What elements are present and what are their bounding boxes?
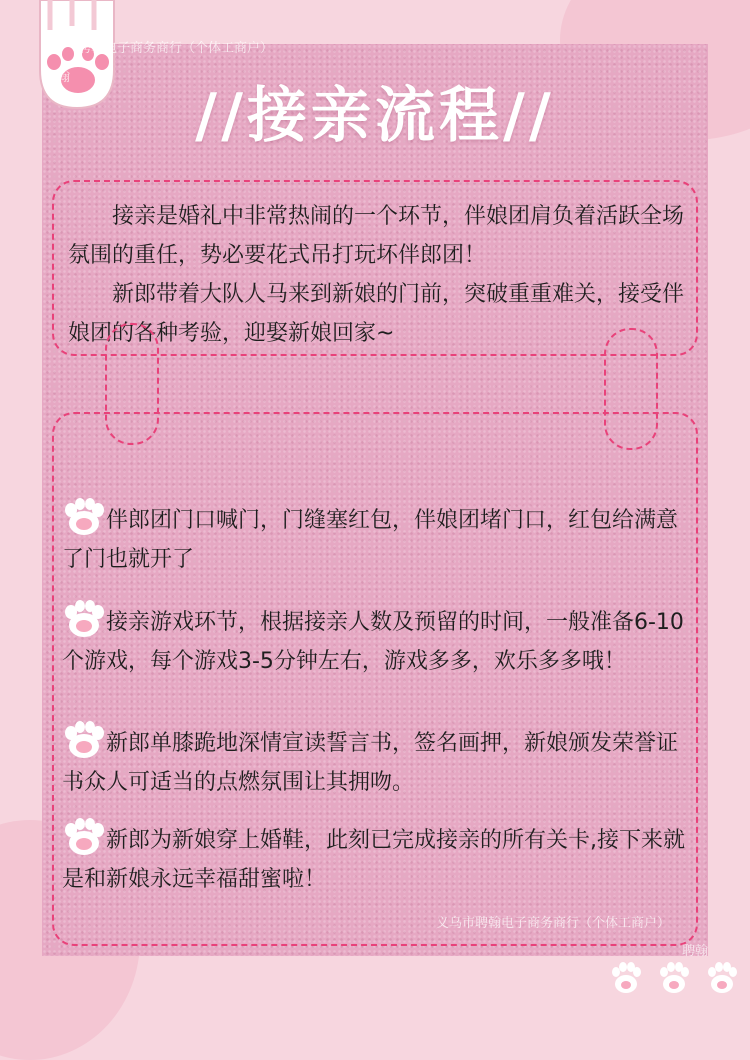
intro-paragraph: 接亲是婚礼中非常热闹的一个环节，伴娘团肩负着活跃全场氛围的重任，势必要花式吊打玩坏伴郎团！ xyxy=(68,204,685,268)
intro-paragraph: 新郎带着大队人马来到新娘的门前，突破重重难关，接受伴娘团的各种考验，迎娶新娘回家~ xyxy=(68,282,685,346)
paw-icon xyxy=(62,817,106,857)
watermark-top: 聘翰电子商务商行（个体工商户） xyxy=(78,41,274,56)
page-title: //接亲流程// xyxy=(195,81,555,151)
watermark-top-small: 聘翰 xyxy=(44,70,71,85)
paw-icon xyxy=(62,497,106,537)
paw-icon xyxy=(62,599,106,639)
step-text: 新郎单膝跪地深情宣读誓言书，签名画押，新娘颁发荣誉证书众人可适当的点燃氛围让其拥吻。 xyxy=(62,731,679,795)
step-text: 接亲游戏环节，根据接亲人数及预留的时间，一般准备6-10个游戏，每个游戏3-5分钟左右，游戏多多，欢乐多多哦！ xyxy=(62,610,684,674)
paw-icon xyxy=(62,720,106,760)
step-item xyxy=(62,497,690,579)
step-item xyxy=(62,817,690,899)
step-text: 伴郎团门口喊门，门缝塞红包，伴娘团堵门口，红包给满意了门也就开了 xyxy=(62,508,679,572)
paw-prints-icon xyxy=(606,960,746,996)
watermark-bottom: 义乌市聘翰电子商务商行（个体工商户） xyxy=(436,916,671,931)
watermark-bottom-small: 聘翰 xyxy=(682,944,709,959)
step-item xyxy=(62,720,690,802)
step-item xyxy=(62,599,690,681)
step-text: 新郎为新娘穿上婚鞋，此刻已完成接亲的所有关卡,接下来就是和新娘永远幸福甜蜜啦！ xyxy=(62,828,685,892)
intro-text xyxy=(68,197,688,353)
